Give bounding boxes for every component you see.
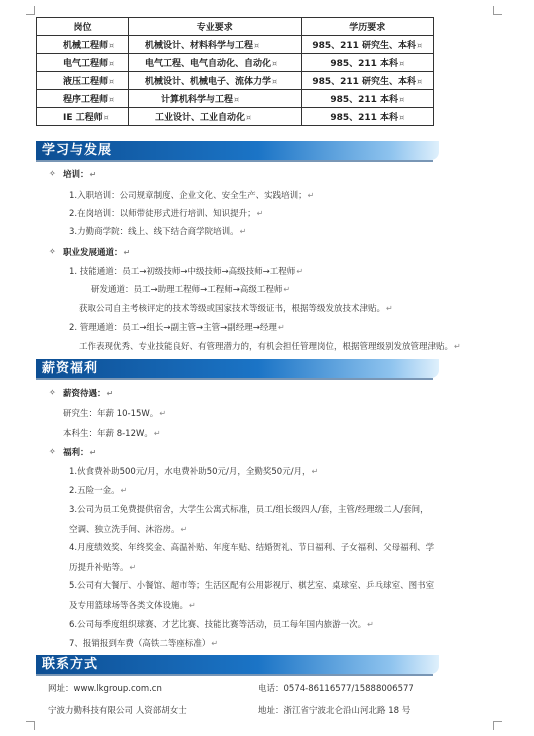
pay-line: 本科生：年薪 8-12W。↵ (63, 429, 161, 439)
career-line: 1. 技能通道：员工→初级技师→中级技师→高级技师→工程师↵ (69, 267, 304, 277)
benefit-line: 5.公司有大餐厅、小餐馆、超市等；生活区配有公用影视厅、棋艺室、桌球室、乒乓球室、图书室 (69, 581, 435, 591)
table-cell: 985、211 本科¤ (301, 108, 434, 126)
table-cell: 机械设计、机械电子、流体力学¤ (128, 72, 301, 90)
table-row (37, 36, 434, 54)
benefit-line: 历提升补贴等。↵ (69, 563, 137, 573)
training-item: 1.入职培训：公司规章制度、企业文化、安全生产、实践培训；↵ (69, 191, 315, 201)
contact-phone: 电话：0574-86116577/15888006577 (258, 684, 414, 694)
paragraph-mark-icon: ↵ (89, 170, 97, 179)
page-corner-mark (26, 6, 35, 15)
benefit-line: 及专用篮球场等各类文体设施。↵ (69, 601, 196, 611)
benefit-line: 3.公司为员工免费提供宿舍，大学生公寓式标准，员工/组长级四人/套，主管/经理级二人/套间， (69, 505, 429, 515)
table-cell: 液压工程师¤ (37, 72, 129, 90)
benefit-line: 7、报销报到车费（高铁二等座标准）↵ (69, 639, 219, 649)
section-banner-contact (36, 655, 439, 674)
table-cell: 985、211 研究生、本科¤ (301, 72, 434, 90)
section-title: 联系方式 (42, 657, 99, 672)
diamond-bullet-icon: ✧ (49, 169, 56, 178)
table-cell: IE 工程师¤ (37, 108, 129, 126)
career-title: 职业发展通道：↵ (63, 248, 131, 258)
table-header: 岗位 (37, 18, 129, 36)
contact-website: 网址：www.lkgroup.com.cn (48, 684, 162, 694)
table-cell: 计算机科学与工程¤ (128, 90, 301, 108)
table-cell: 电气工程、电气自动化、自动化¤ (128, 54, 301, 72)
table-cell: 985、211 本科¤ (301, 54, 434, 72)
diamond-bullet-icon: ✧ (49, 388, 56, 397)
page-corner-mark (26, 721, 35, 730)
diamond-bullet-icon: ✧ (49, 447, 56, 456)
table-cell: 985、211 本科¤ (301, 90, 434, 108)
career-line: 获取公司自主考核评定的技术等级或国家技术等级证书，根据等级发放技术津贴。↵ (79, 304, 393, 314)
table-cell: 机械设计、材料科学与工程¤ (128, 36, 301, 54)
table-row (37, 54, 434, 72)
training-title: 培训：↵ (63, 170, 97, 180)
section-title: 学习与发展 (42, 143, 113, 158)
table-cell: 985、211 研究生、本科¤ (301, 36, 434, 54)
table-row (37, 72, 434, 90)
benefit-line: 6.公司每季度组织球赛、才艺比赛、技能比赛等活动，员工每年国内旅游一次。↵ (69, 620, 374, 630)
career-line: 2. 管理通道：员工→组长→副主管→主管→副经理→经理↵ (69, 323, 285, 333)
section-title: 薪资福利 (42, 361, 99, 376)
pay-title: 薪资待遇：↵ (63, 389, 114, 399)
contact-address: 地址：浙江省宁波北仑沿山河北路 18 号 (258, 706, 411, 716)
table-row (37, 108, 434, 126)
benefit-line: 空调、独立洗手间、沐浴房。↵ (69, 525, 188, 535)
section-banner-salary (36, 359, 439, 378)
table-cell: 工业设计、工业自动化¤ (128, 108, 301, 126)
section-banner-learning (36, 141, 439, 160)
career-line: 研发通道：员工→助理工程师→工程师→高级工程师↵ (91, 285, 291, 295)
table-row (37, 90, 434, 108)
benefits-title: 福利：↵ (63, 448, 97, 458)
contact-company: 宁波力勤科技有限公司 人资部胡女士 (48, 706, 187, 716)
requirements-table (36, 17, 434, 126)
page-corner-mark (493, 6, 502, 15)
page-corner-mark (493, 721, 502, 730)
pay-line: 研究生：年薪 10-15W。↵ (63, 409, 167, 419)
table-header: 学历要求 (301, 18, 434, 36)
table-header-row (37, 18, 434, 36)
table-cell: 程序工程师¤ (37, 90, 129, 108)
training-item: 2.在岗培训：以师带徒形式进行培训、知识提升；↵ (69, 209, 264, 219)
benefit-line: 2.五险一金。↵ (69, 486, 128, 496)
diamond-bullet-icon: ✧ (49, 247, 56, 256)
career-line: 工作表现优秀、专业技能良好、有管理潜力的，有机会担任管理岗位，根据管理级别发放管理津贴。↵ (79, 342, 461, 352)
benefit-line: 1.伙食费补助500元/月，水电费补助50元/月，全勤奖50元/月，↵ (69, 467, 319, 477)
training-item: 3.力勤商学院：线上、线下结合商学院培训。↵ (69, 227, 247, 237)
benefit-line: 4.月度绩效奖、年终奖金、高温补贴、年度车贴、结婚贺礼、节日福利、子女福利、父母福利、学 (69, 543, 435, 553)
table-cell: 机械工程师¤ (37, 36, 129, 54)
table-cell: 电气工程师¤ (37, 54, 129, 72)
table-header: 专业要求 (128, 18, 301, 36)
